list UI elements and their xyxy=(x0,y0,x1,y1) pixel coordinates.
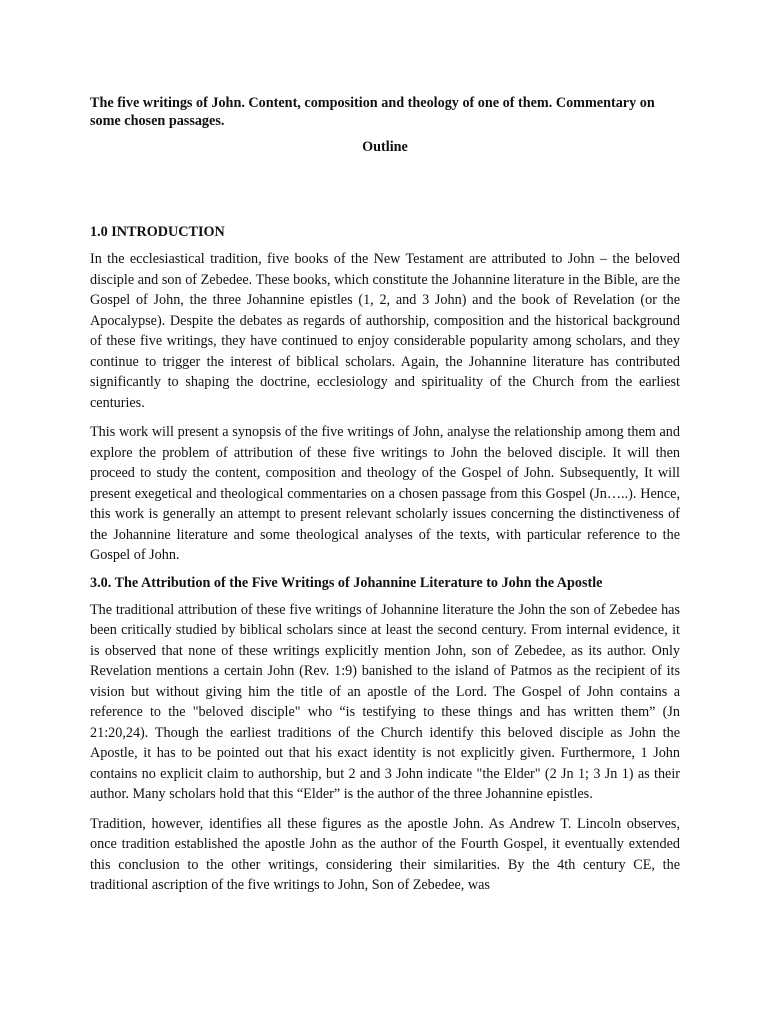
paragraph: Tradition, however, identifies all these figures as the apostle John. As Andrew T. Lincoln observes, once tradition established the apostle John as the author of the Fourth Gospel, it eventually extended this conclusion to the other writings, considering their similarities. By the 4th century CE, the traditional ascription of the five writings to John, Son of Zebedee, was xyxy=(90,815,680,893)
paragraph: This work will present a synopsis of the five writings of John, analyse the relationship among them and explore the problem of attribution of these five writings to John the beloved disciple. It will then proceed to study the content, composition and theology of the Gospel of John. Subsequently, It will present exegetical and theological commentaries on a chosen passage from this Gospel (Jn…..). Hence, this work is generally an attempt to present relevant scholarly issues concerning the distinctiveness of the Johannine literature and some theological analyses of the texts, with particular reference to the Gospel of John. xyxy=(90,424,680,563)
outline-heading: Outline xyxy=(362,139,408,155)
document-title: The five writings of John. Content, composition and theology of one of them. Commentary on some chosen passages. xyxy=(90,95,655,129)
section-introduction xyxy=(90,223,680,566)
section-heading: 3.0. The Attribution of the Five Writings of Johannine Literature to John the Apostle xyxy=(90,574,603,591)
section-attribution xyxy=(90,574,680,896)
section-heading: 1.0 INTRODUCTION xyxy=(90,224,225,240)
paragraph: In the ecclesiastical tradition, five books of the New Testament are attributed to John – the beloved disciple and son of Zebedee. These books, which constitute the Johannine literature in the Bible, are the Gospel of John, the three Johannine epistles (1, 2, and 3 John) and the book of Revelation (or the Apocalypse). Despite the debates as regards of authorship, composition and the historical background of these five writings, they have continued to enjoy considerable popularity among scholars, and they continue to trigger the interest of biblical scholars. Again, the Johannine literature has contributed significantly to shaping the doctrine, ecclesiology and spirituality of the Church from the earliest centuries. xyxy=(90,251,680,411)
paragraph: The traditional attribution of these five writings of Johannine literature the John the son of Zebedee has been critically studied by biblical scholars since at least the second century. From internal evidence, it is observed that none of these writings explicitly mention John, son of Zebedee, as its author. Only Revelation mentions a certain John (Rev. 1:9) banished to the island of Patmos as the recipient of its vision but without giving him the title of an apostle of the Lord. The Gospel of John contains a reference to the "beloved disciple" who “is testifying to these things and has written them” (Jn 21:20,24). Though the earliest traditions of the Church identify this beloved disciple as John the Apostle, it has to be pointed out that his exact identity is not explicitly given. Furthermore, 1 John contains no explicit claim to authorship, but 2 and 3 John indicate "the Elder" (2 Jn 1; 3 Jn 1) as their author. Many scholars hold that this “Elder” is the author of the three Johannine epistles. xyxy=(90,601,680,802)
